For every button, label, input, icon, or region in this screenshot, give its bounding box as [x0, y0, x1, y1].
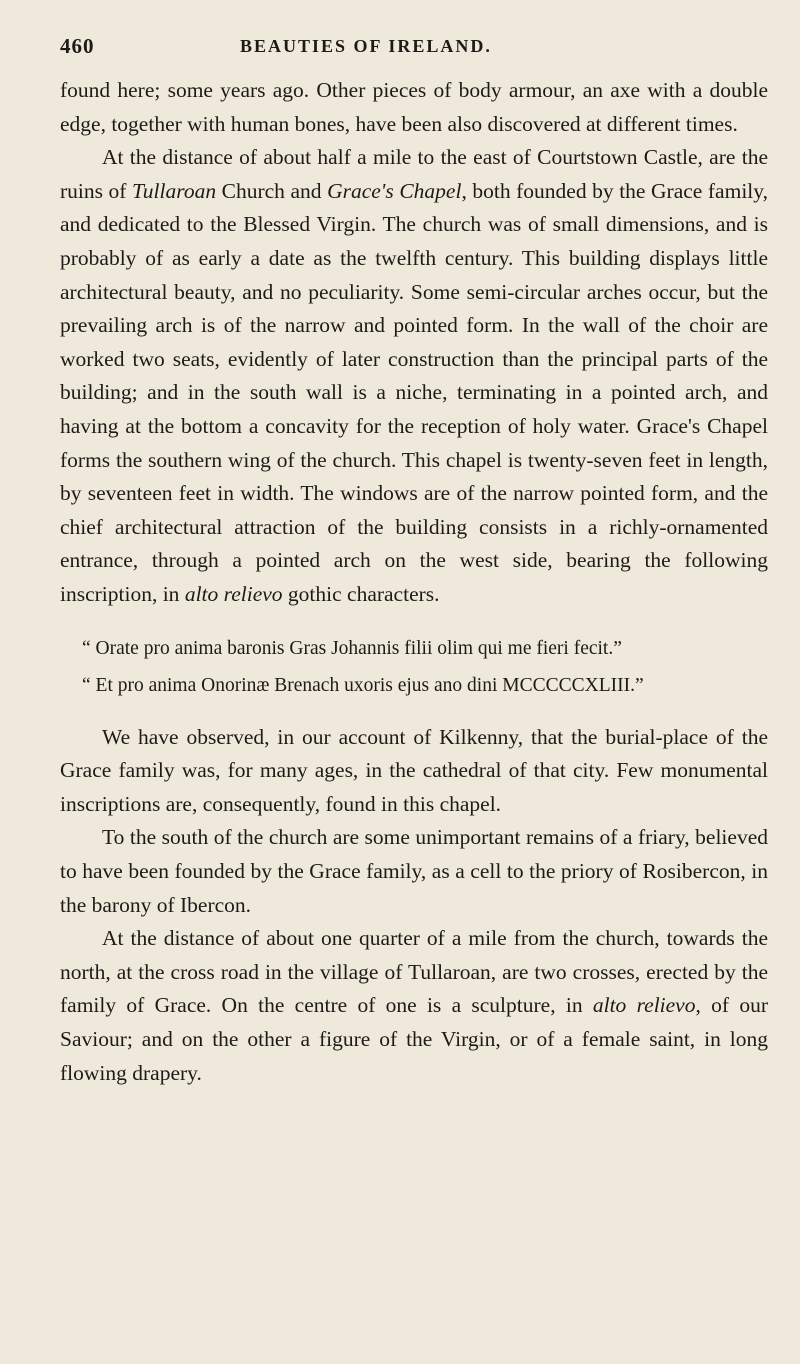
- paragraph-2: [60, 141, 768, 611]
- paragraph-text: found here; some years ago. Other pieces of body armour, an axe with a double edge, together with human bones, have been also discovered at different times.: [60, 78, 768, 136]
- paragraph-3: [60, 721, 768, 822]
- church-name: Tullaroan: [132, 178, 217, 203]
- paragraph-4: [60, 821, 768, 922]
- paragraph-text: , both founded by the Grace family, and dedicated to the Blessed Virgin. The church was of small dimensions, and is probably of as early a date as the twelfth century. This building displays little architectural beauty, and no peculiarity. Some semi-circular arches occur, but the prevailing arch is of the narrow and pointed form. In the wall of the choir are worked two seats, evidently of later construction than the principal parts of the building; and in the south wall is a niche, terminating in a pointed arch, and having at the bottom a concavity for the reception of holy water. Grace's Chapel forms the southern wing of the church. This chapel is twenty-seven feet in length, by seventeen feet in width. The windows are of the narrow pointed form, and the chief architectural attraction of the building consists in a richly-ornamented entrance, through a pointed arch on the west side, bearing the following inscription, in: [60, 178, 768, 606]
- paragraph-text: gothic characters.: [282, 581, 440, 606]
- paragraph-text: At the distance of about half a mile to the east of Courtstown Castle, are the ruins of: [60, 145, 768, 203]
- italic-term: alto relievo: [184, 581, 283, 606]
- paragraph-text: We have observed, in our account of Kilkenny, that the burial-place of the Grace family was, for many ages, in the cathedral of that city. Few monumental inscriptions are, consequently, found in this chapel.: [60, 724, 768, 816]
- paragraph-text: Church and: [216, 178, 328, 203]
- page-body: [60, 74, 768, 1090]
- paragraph-5: [60, 922, 768, 1090]
- paragraph-text: At the distance of about one quarter of a mile from the church, towards the north, at the cross road in the village of Tullaroan, are two crosses, erected by the family of Grace. On the centre of one is a sculpture, in: [60, 926, 768, 1018]
- italic-term: alto relievo: [592, 993, 696, 1018]
- chapel-name: Grace's Chapel: [327, 178, 462, 203]
- paragraph-1: [60, 74, 768, 141]
- paragraph-text: To the south of the church are some unimportant remains of a friary, believed to have been founded by the Grace family, as a cell to the priory of Rosibercon, in the barony of Ibercon.: [60, 825, 768, 917]
- page-header: [60, 34, 740, 62]
- running-head: BEAUTIES OF IRELAND.: [240, 36, 492, 56]
- inscription-line-2: “ Et pro anima Onorinæ Brenach uxoris ejus ano dini MCCCCCXLIII.”: [82, 675, 644, 697]
- inscription-line-1: “ Orate pro anima baronis Gras Johannis filii olim qui me fieri fecit.”: [82, 637, 622, 659]
- inscription-block: [60, 632, 768, 703]
- paragraph-text: , of our Saviour; and on the other a figure of the Virgin, or of a female saint, in long flowing drapery.: [60, 993, 768, 1085]
- page-number: 460: [60, 34, 95, 58]
